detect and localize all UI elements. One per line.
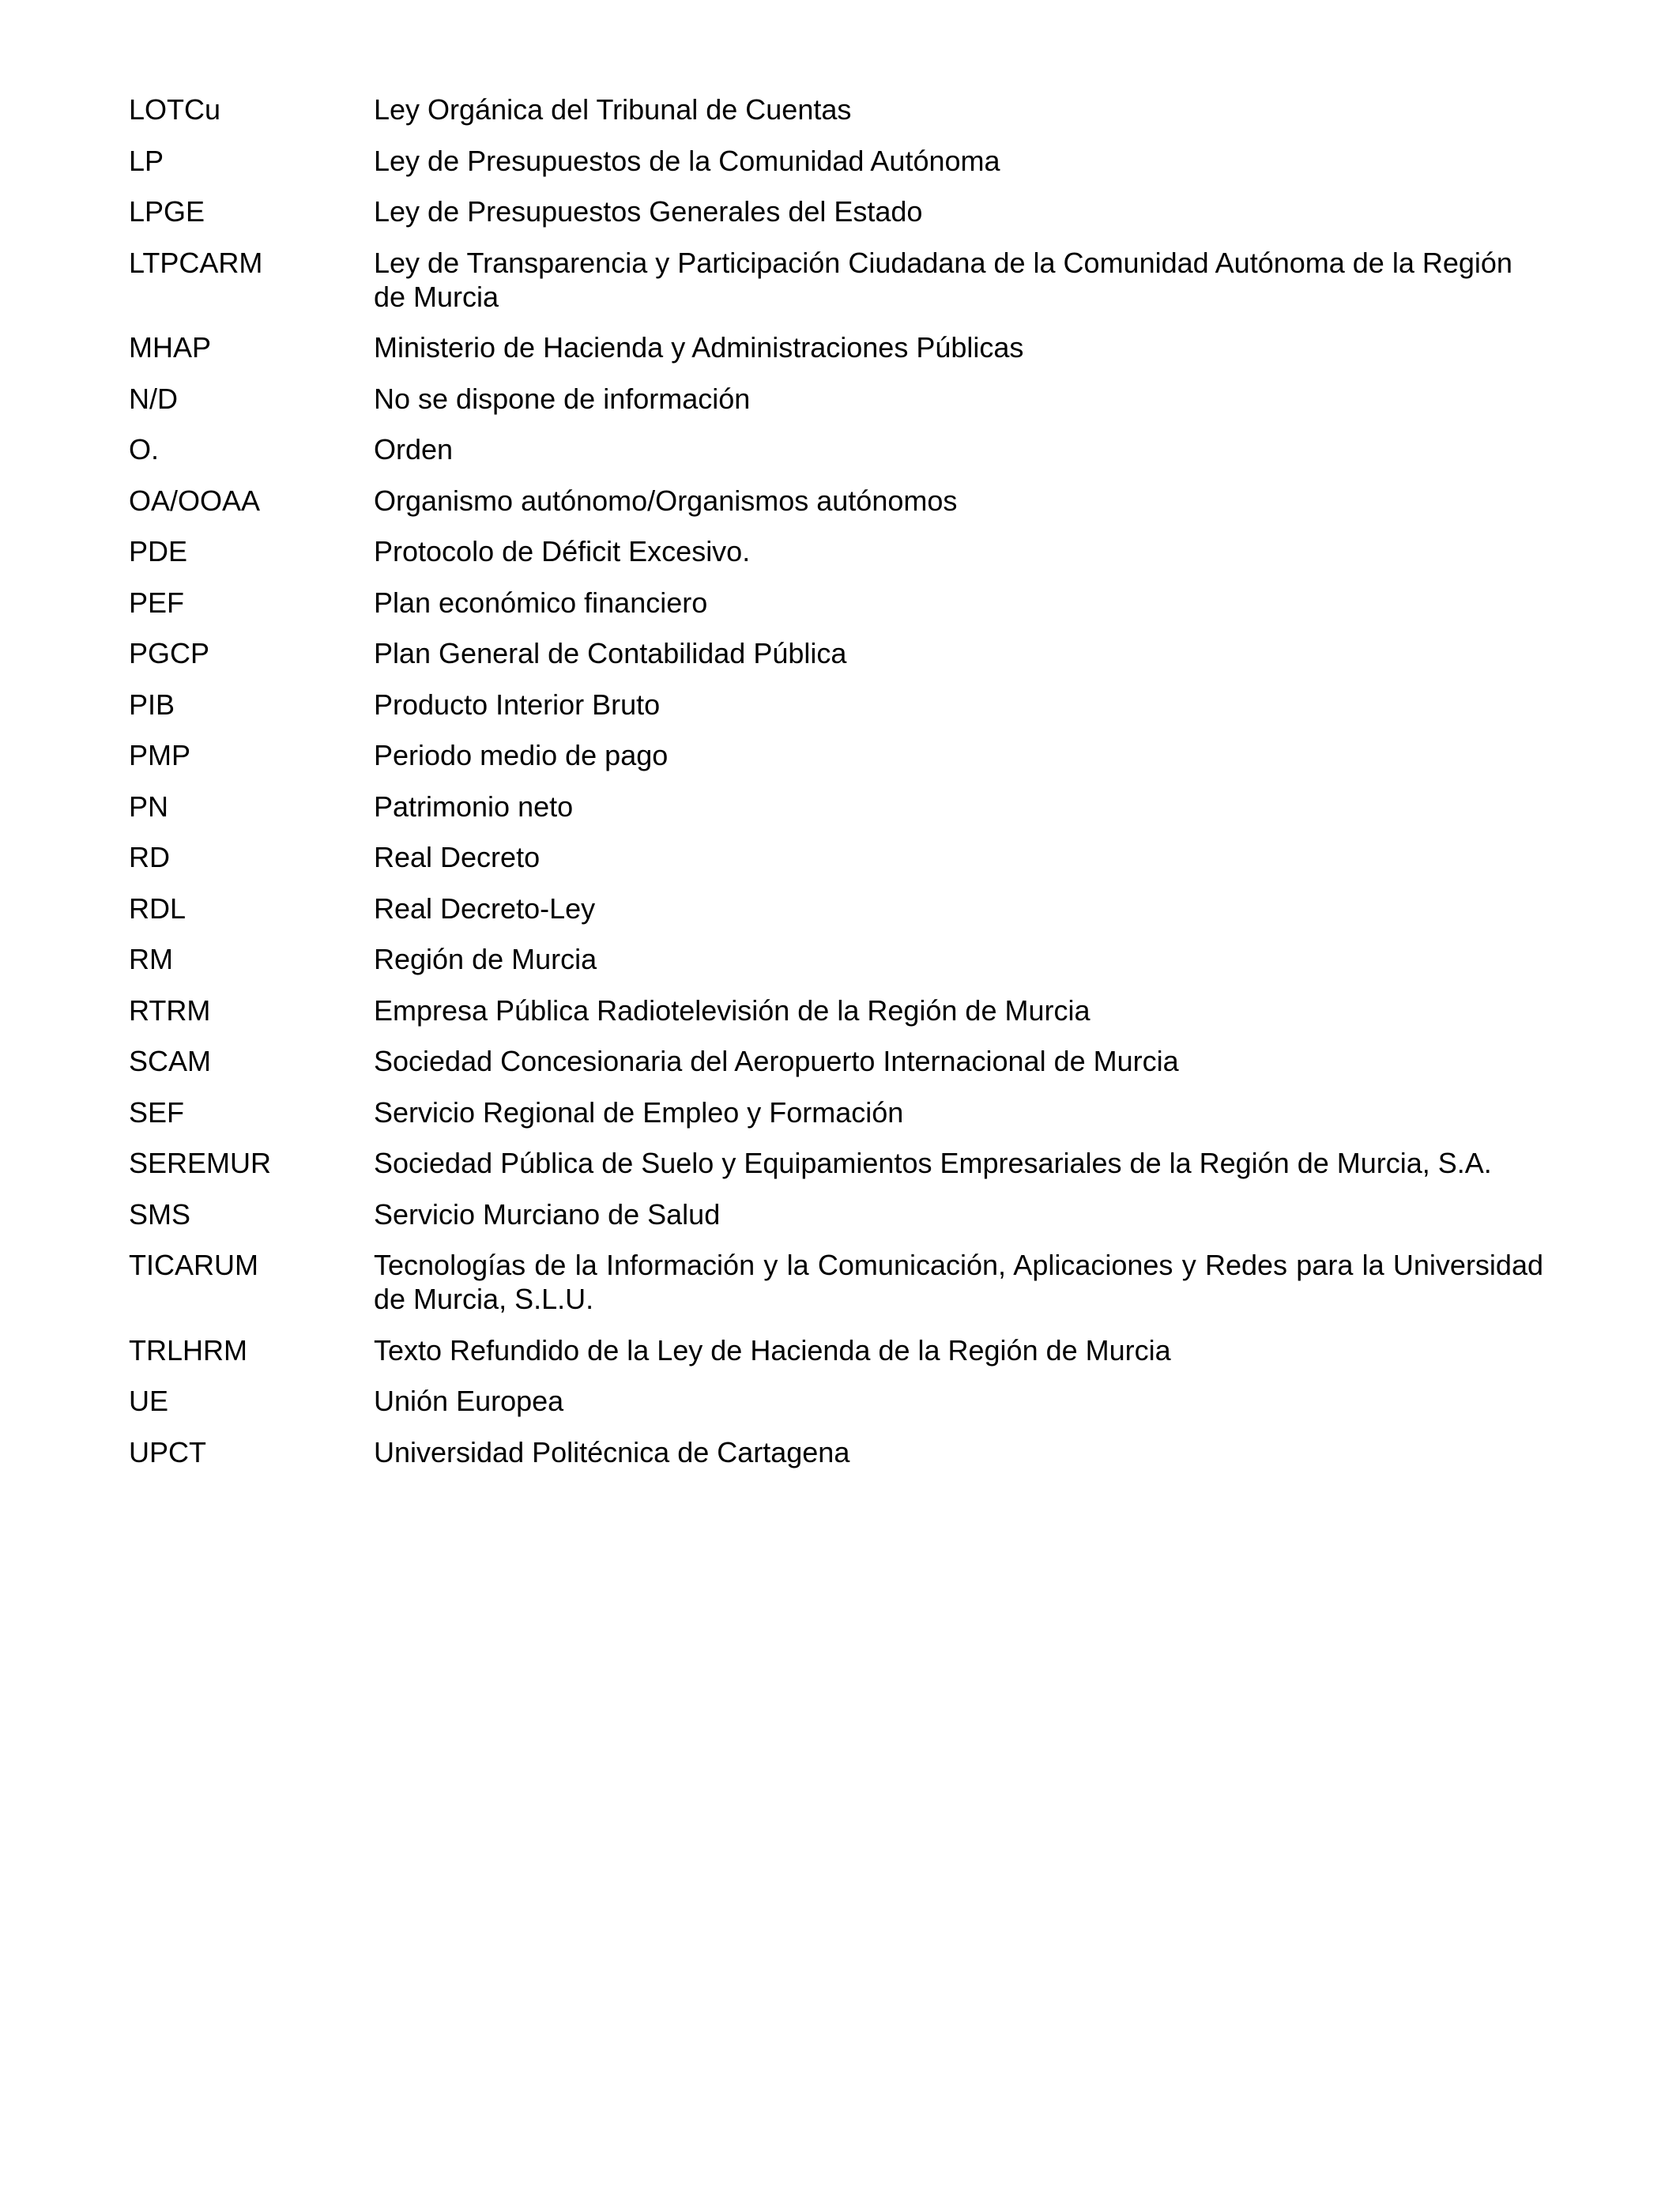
definition: Real Decreto-Ley xyxy=(374,892,596,925)
abbreviation: PN xyxy=(129,790,169,823)
list-item xyxy=(129,1435,1543,1469)
abbreviation: RM xyxy=(129,943,173,975)
abbreviation: OA/OOAA xyxy=(129,484,261,517)
definition: Orden xyxy=(374,433,454,466)
definition: Periodo medio de pago xyxy=(374,739,669,771)
definition: Ley de Transparencia y Participación Ciudadana de la Comunidad Autónoma de la Región de Murcia xyxy=(374,246,1512,313)
list-item xyxy=(129,892,1543,925)
definition: Ley Orgánica del Tribunal de Cuentas xyxy=(374,93,852,126)
abbreviation: RDL xyxy=(129,892,186,925)
abbreviation: PMP xyxy=(129,739,191,771)
abbreviation: SMS xyxy=(129,1197,191,1231)
abbreviations-list xyxy=(129,92,1543,1486)
list-item xyxy=(129,382,1543,416)
definition: Unión Europea xyxy=(374,1385,564,1417)
definition: Ministerio de Hacienda y Administraciones Públicas xyxy=(374,331,1024,364)
definition: Plan General de Contabilidad Pública xyxy=(374,637,847,669)
list-item xyxy=(129,484,1543,518)
definition: Servicio Murciano de Salud xyxy=(374,1197,721,1231)
definition: Plan económico financiero xyxy=(374,586,708,619)
list-item xyxy=(129,1146,1543,1180)
definition: Sociedad Pública de Suelo y Equipamientos Empresariales de la Región de Murcia, S.A. xyxy=(374,1147,1492,1179)
list-item xyxy=(129,1333,1543,1367)
list-item xyxy=(129,534,1543,568)
definition: Región de Murcia xyxy=(374,943,597,975)
definition: Sociedad Concesionaria del Aeropuerto Internacional de Murcia xyxy=(374,1045,1179,1077)
definition: Protocolo de Déficit Excesivo. xyxy=(374,535,751,567)
list-item xyxy=(129,1248,1543,1316)
definition: Empresa Pública Radiotelevisión de la Región de Murcia xyxy=(374,993,1090,1027)
definition: Texto Refundido de la Ley de Hacienda de la Región de Murcia xyxy=(374,1333,1171,1367)
list-item xyxy=(129,738,1543,772)
list-item xyxy=(129,586,1543,620)
list-item xyxy=(129,993,1543,1027)
list-item xyxy=(129,1095,1543,1129)
definition: Patrimonio neto xyxy=(374,790,574,823)
abbreviation: LOTCu xyxy=(129,93,221,126)
definition: Real Decreto xyxy=(374,841,541,873)
definition: Producto Interior Bruto xyxy=(374,688,661,721)
list-item xyxy=(129,942,1543,976)
list-item xyxy=(129,1044,1543,1078)
abbreviation: UE xyxy=(129,1385,169,1417)
abbreviation: SCAM xyxy=(129,1045,212,1077)
list-item xyxy=(129,688,1543,722)
list-item xyxy=(129,636,1543,670)
definition: Ley de Presupuestos de la Comunidad Autónoma xyxy=(374,144,1000,177)
list-item xyxy=(129,330,1543,364)
abbreviation: RTRM xyxy=(129,993,211,1027)
list-item xyxy=(129,144,1543,178)
abbreviation: TICARUM xyxy=(129,1249,258,1281)
abbreviation: UPCT xyxy=(129,1435,206,1468)
list-item xyxy=(129,840,1543,874)
abbreviation: LTPCARM xyxy=(129,246,263,279)
abbreviation: SEF xyxy=(129,1095,185,1129)
definition: Organismo autónomo/Organismos autónomos xyxy=(374,484,958,517)
abbreviation: MHAP xyxy=(129,331,212,364)
abbreviation: N/D xyxy=(129,382,178,415)
abbreviation: LP xyxy=(129,144,164,177)
abbreviation: SEREMUR xyxy=(129,1147,272,1179)
list-item xyxy=(129,432,1543,466)
list-item xyxy=(129,92,1543,126)
abbreviation: PIB xyxy=(129,688,175,721)
abbreviation: LPGE xyxy=(129,195,205,228)
list-item xyxy=(129,1197,1543,1231)
abbreviation: O. xyxy=(129,433,160,466)
definition: Servicio Regional de Empleo y Formación xyxy=(374,1095,904,1129)
abbreviation: RD xyxy=(129,841,170,873)
definition: Tecnologías de la Información y la Comunicación, Aplicaciones y Redes para la Universidad de Murcia, S.L.U. xyxy=(374,1249,1543,1315)
abbreviation: PGCP xyxy=(129,637,210,669)
abbreviation: TRLHRM xyxy=(129,1333,247,1367)
abbreviation: PDE xyxy=(129,535,188,567)
definition: Ley de Presupuestos Generales del Estado xyxy=(374,195,923,228)
definition: Universidad Politécnica de Cartagena xyxy=(374,1435,850,1468)
definition: No se dispone de información xyxy=(374,382,751,415)
list-item xyxy=(129,1384,1543,1418)
list-item xyxy=(129,194,1543,228)
list-item xyxy=(129,246,1543,314)
list-item xyxy=(129,790,1543,824)
abbreviation: PEF xyxy=(129,586,185,619)
